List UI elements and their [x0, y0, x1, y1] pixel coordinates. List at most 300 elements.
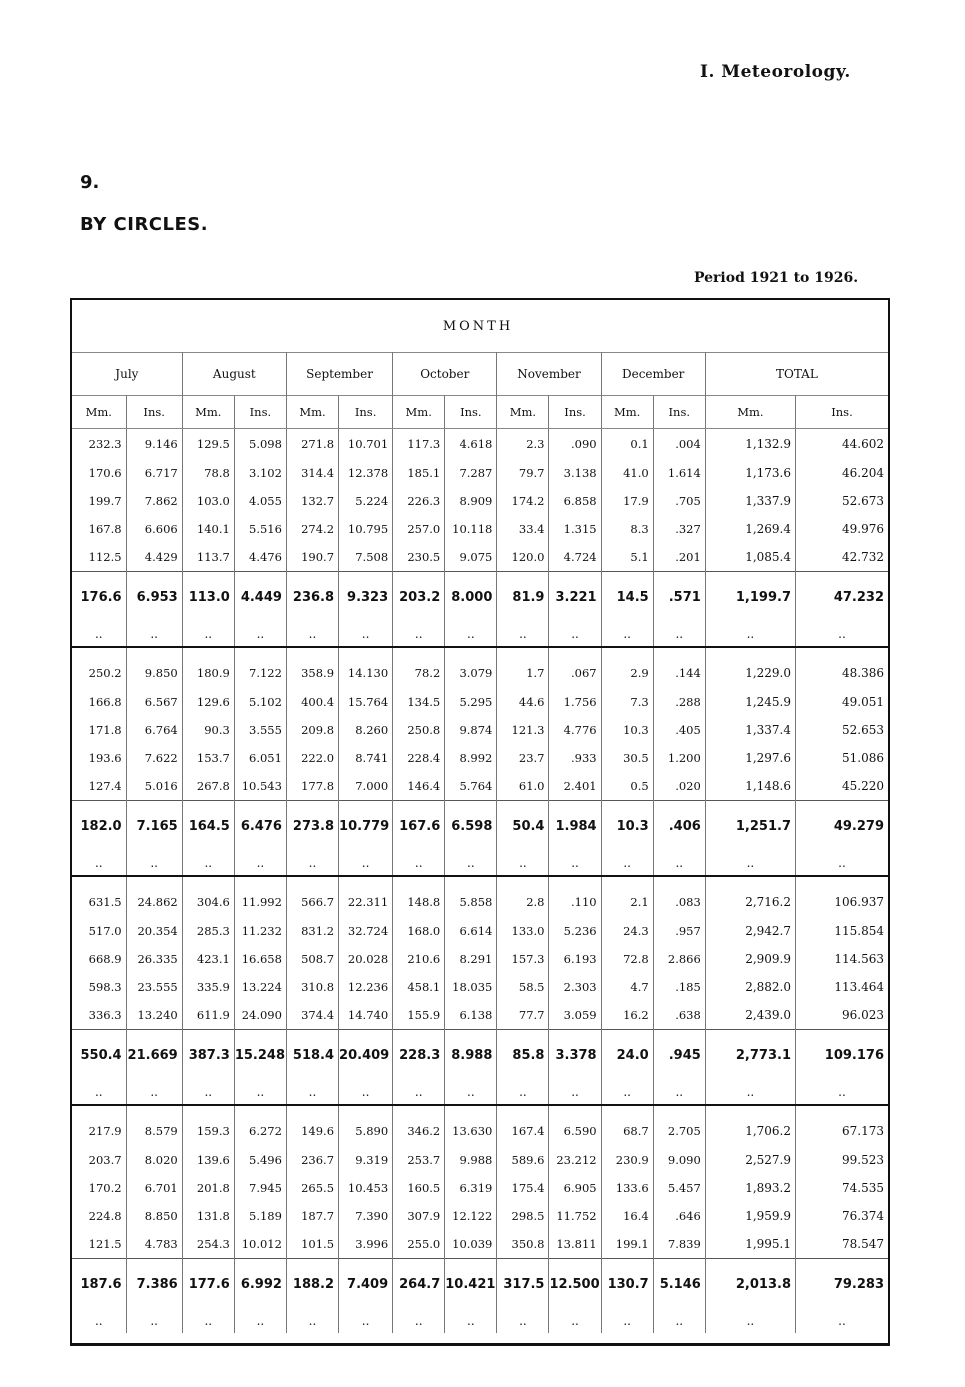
table-cell: 6.614	[445, 917, 497, 945]
table-cell: 7.839	[653, 1230, 705, 1259]
table-cell: 2.303	[549, 973, 601, 1001]
average-cell: 317.5	[497, 1259, 549, 1310]
table-cell: 4.776	[549, 716, 601, 744]
average-cell: .406	[653, 801, 705, 852]
table-cell: 177.8	[286, 772, 338, 801]
table-cell: 49.051	[842, 695, 884, 709]
divider-cell	[182, 647, 234, 658]
table-cell: 10.012	[234, 1230, 286, 1259]
unit-header-13: Mm.	[705, 396, 795, 429]
table-cell: 298.5	[497, 1202, 549, 1230]
divider-cell	[182, 1105, 234, 1116]
table-cell: 2,527.9	[705, 1146, 795, 1174]
divider-cell	[393, 647, 445, 658]
table-cell: 5.890	[339, 1116, 393, 1146]
table-cell: 230.5	[393, 543, 445, 572]
blank-mark-cell: ..	[182, 1309, 234, 1333]
blank-mark-cell: ..	[182, 851, 234, 876]
table-cell: 16.4	[601, 1202, 653, 1230]
average-cell: 1,251.7	[705, 801, 795, 852]
table-cell: 174.2	[497, 487, 549, 515]
table-cell: 589.6	[497, 1146, 549, 1174]
blank-mark-cell: ..	[601, 622, 653, 647]
average-cell: 81.9	[497, 572, 549, 623]
table-cell: 170.2	[72, 1174, 126, 1202]
unit-header-5: Mm.	[286, 396, 338, 429]
table-cell: 5.496	[234, 1146, 286, 1174]
table-cell: 14.130	[339, 658, 393, 688]
table-cell: 1,229.0	[705, 658, 795, 688]
table-cell: 230.9	[601, 1146, 653, 1174]
table-cell: 149.6	[286, 1116, 338, 1146]
table-cell: 96.023	[842, 1008, 884, 1022]
period-label: Period 1921 to 1926.	[694, 270, 859, 286]
table-cell: 5.1	[601, 543, 653, 572]
table-cell: 117.3	[393, 429, 445, 460]
divider-cell	[796, 1105, 889, 1116]
table-row	[72, 917, 888, 945]
average-cell: 79.283	[796, 1259, 889, 1310]
table-cell: 1,085.4	[705, 543, 795, 572]
average-row	[72, 1259, 888, 1310]
table-cell: 121.3	[497, 716, 549, 744]
table-cell: 30.5	[601, 744, 653, 772]
table-cell: 155.9	[393, 1001, 445, 1030]
blank-mark-cell: ..	[445, 851, 497, 876]
average-cell: 264.7	[393, 1259, 445, 1310]
table-cell: 10.039	[445, 1230, 497, 1259]
table-cell: 185.1	[393, 459, 445, 487]
average-cell: 387.3	[182, 1030, 234, 1081]
blank-mark-cell: ..	[286, 1309, 338, 1333]
table-cell: 8.020	[126, 1146, 182, 1174]
table-cell: 1,337.4	[705, 716, 795, 744]
table-cell: 167.8	[72, 515, 126, 543]
table-cell: 5.457	[653, 1174, 705, 1202]
table-cell: 159.3	[182, 1116, 234, 1146]
table-cell: 1,132.9	[705, 429, 795, 460]
blank-mark-cell: ..	[549, 1309, 601, 1333]
divider-cell	[705, 876, 795, 887]
table-cell: 1,173.6	[705, 459, 795, 487]
table-cell: 314.4	[286, 459, 338, 487]
table-cell: 285.3	[182, 917, 234, 945]
divider-cell	[339, 1105, 393, 1116]
table-cell: 346.2	[393, 1116, 445, 1146]
blank-mark-cell: ..	[393, 1080, 445, 1105]
blank-mark-cell: ..	[286, 851, 338, 876]
month-header-row	[72, 353, 888, 396]
table-cell: 5.098	[234, 429, 286, 460]
table-cell: 9.146	[126, 429, 182, 460]
table-subtitle: BY CIRCLES.	[80, 214, 209, 235]
divider-cell	[286, 876, 338, 887]
average-cell: 518.4	[286, 1030, 338, 1081]
table-row	[72, 688, 888, 716]
average-row	[72, 801, 888, 852]
table-cell: 61.0	[497, 772, 549, 801]
table-cell: .185	[653, 973, 705, 1001]
table-cell: 76.374	[842, 1209, 884, 1223]
blank-mark-cell: ..	[497, 1309, 549, 1333]
blank-mark-cell: ..	[72, 622, 126, 647]
table-cell: 232.3	[72, 429, 126, 460]
table-row	[72, 658, 888, 688]
table-cell: 132.7	[286, 487, 338, 515]
average-cell: 10.779	[339, 801, 393, 852]
table-cell: 78.2	[393, 658, 445, 688]
blank-mark-cell: ..	[234, 1309, 286, 1333]
divider-cell	[445, 1105, 497, 1116]
table-cell: 6.905	[549, 1174, 601, 1202]
table-cell: 2,882.0	[705, 973, 795, 1001]
divider-cell	[234, 1105, 286, 1116]
table-cell: 51.086	[842, 751, 884, 765]
blank-mark-cell: ..	[838, 856, 846, 870]
table-cell: .327	[653, 515, 705, 543]
average-row	[72, 572, 888, 623]
average-cell: 14.5	[601, 572, 653, 623]
table-cell: 9.850	[126, 658, 182, 688]
blank-mark-cell: ..	[497, 1080, 549, 1105]
table-cell: 1.756	[549, 688, 601, 716]
table-cell: 4.618	[445, 429, 497, 460]
divider-cell	[705, 1105, 795, 1116]
table-cell: .020	[653, 772, 705, 801]
blank-mark-cell: ..	[445, 1309, 497, 1333]
table-cell: 180.9	[182, 658, 234, 688]
table-cell: 134.5	[393, 688, 445, 716]
table-row	[72, 1116, 888, 1146]
blank-mark-cell: ..	[126, 851, 182, 876]
group-divider	[72, 1105, 888, 1116]
table-cell: .067	[549, 658, 601, 688]
table-cell: 101.5	[286, 1230, 338, 1259]
table-cell: 18.035	[445, 973, 497, 1001]
average-cell: 236.8	[286, 572, 338, 623]
divider-cell	[601, 1105, 653, 1116]
table-cell: 6.319	[445, 1174, 497, 1202]
table-cell: 598.3	[72, 973, 126, 1001]
table-cell: 224.8	[72, 1202, 126, 1230]
table-cell: 67.173	[842, 1124, 884, 1138]
average-cell: 203.2	[393, 572, 445, 623]
table-row	[72, 1146, 888, 1174]
blank-mark-cell: ..	[286, 622, 338, 647]
divider-cell	[653, 876, 705, 887]
table-cell: 5.189	[234, 1202, 286, 1230]
blank-mark-cell: ..	[126, 1080, 182, 1105]
table-cell: 374.4	[286, 1001, 338, 1030]
blank-mark-cell: ..	[286, 1080, 338, 1105]
blank-mark-cell: ..	[126, 1309, 182, 1333]
table-cell: 187.7	[286, 1202, 338, 1230]
table-cell: 6.858	[549, 487, 601, 515]
table-cell: 58.5	[497, 973, 549, 1001]
blank-mark-cell: ..	[234, 1080, 286, 1105]
average-cell: 20.409	[339, 1030, 393, 1081]
average-cell: 2,773.1	[705, 1030, 795, 1081]
table-cell: 517.0	[72, 917, 126, 945]
table-cell: 831.2	[286, 917, 338, 945]
average-cell: 6.598	[445, 801, 497, 852]
table-cell: 10.118	[445, 515, 497, 543]
table-cell: 210.6	[393, 945, 445, 973]
unit-header-11: Mm.	[601, 396, 653, 429]
divider-cell	[234, 647, 286, 658]
average-cell: .571	[653, 572, 705, 623]
table-cell: 160.5	[393, 1174, 445, 1202]
table-cell: 4.7	[601, 973, 653, 1001]
divider-cell	[339, 876, 393, 887]
table-row	[72, 459, 888, 487]
table-row	[72, 1202, 888, 1230]
unit-header-7: Mm.	[393, 396, 445, 429]
unit-header-14: Ins.	[796, 396, 889, 429]
blank-mark-cell: ..	[601, 1309, 653, 1333]
table-cell: 4.783	[126, 1230, 182, 1259]
table-row	[72, 973, 888, 1001]
page-number: 9.	[80, 172, 100, 193]
blank-mark-cell: ..	[549, 622, 601, 647]
table-cell: 458.1	[393, 973, 445, 1001]
table-cell: 2,909.9	[705, 945, 795, 973]
table-cell: 42.732	[842, 550, 884, 564]
blank-mark-cell: ..	[838, 1085, 846, 1099]
unit-header-4: Ins.	[234, 396, 286, 429]
table-cell: 5.858	[445, 887, 497, 917]
table-cell: .646	[653, 1202, 705, 1230]
table-row	[72, 772, 888, 801]
divider-cell	[445, 876, 497, 887]
table-cell: 48.386	[842, 666, 884, 680]
table-cell: 1,245.9	[705, 688, 795, 716]
average-cell: 12.500	[549, 1259, 601, 1310]
table-cell: 201.8	[182, 1174, 234, 1202]
table-cell: 257.0	[393, 515, 445, 543]
table-cell: 16.658	[234, 945, 286, 973]
table-cell: .405	[653, 716, 705, 744]
blank-marks-row	[72, 1309, 888, 1333]
table-cell: 5.236	[549, 917, 601, 945]
unit-header-1: Mm.	[72, 396, 126, 429]
average-cell: 6.953	[126, 572, 182, 623]
divider-cell	[497, 647, 549, 658]
divider-cell	[497, 876, 549, 887]
average-cell: 109.176	[796, 1030, 889, 1081]
divider-cell	[339, 647, 393, 658]
divider-cell	[126, 647, 182, 658]
table-cell: 7.3	[601, 688, 653, 716]
blank-mark-cell: ..	[549, 851, 601, 876]
table-cell: .090	[549, 429, 601, 460]
table-cell: 78.547	[842, 1237, 884, 1251]
table-cell: 5.516	[234, 515, 286, 543]
table-cell: 7.862	[126, 487, 182, 515]
average-cell: 49.279	[796, 801, 889, 852]
table-cell: 203.7	[72, 1146, 126, 1174]
table-row	[72, 429, 888, 460]
divider-cell	[445, 647, 497, 658]
table-cell: 8.260	[339, 716, 393, 744]
blank-mark-cell: ..	[72, 851, 126, 876]
table-cell: 5.295	[445, 688, 497, 716]
table-cell: 167.4	[497, 1116, 549, 1146]
table-cell: 1.315	[549, 515, 601, 543]
table-cell: 114.563	[834, 952, 884, 966]
table-cell: 44.602	[842, 437, 884, 451]
table-cell: 350.8	[497, 1230, 549, 1259]
divider-cell	[72, 1105, 126, 1116]
table-cell: 113.464	[834, 980, 884, 994]
table-cell: 3.059	[549, 1001, 601, 1030]
blank-mark-cell: ..	[497, 851, 549, 876]
table-cell: 10.701	[339, 429, 393, 460]
average-cell: 177.6	[182, 1259, 234, 1310]
section-header: I. Meteorology.	[700, 62, 851, 82]
divider-cell	[286, 1105, 338, 1116]
table-cell: 175.4	[497, 1174, 549, 1202]
table-row	[72, 1230, 888, 1259]
table-cell: 335.9	[182, 973, 234, 1001]
average-cell: 550.4	[72, 1030, 126, 1081]
table-cell: 146.4	[393, 772, 445, 801]
rainfall-table-frame	[70, 298, 890, 1346]
table-cell: 6.567	[126, 688, 182, 716]
table-cell: 5.102	[234, 688, 286, 716]
table-cell: 8.3	[601, 515, 653, 543]
table-bottom-rule	[70, 1343, 890, 1346]
month-header-7: TOTAL	[705, 353, 888, 396]
table-cell: 253.7	[393, 1146, 445, 1174]
table-row	[72, 744, 888, 772]
table-cell: .638	[653, 1001, 705, 1030]
blank-mark-cell: ..	[339, 1080, 393, 1105]
table-cell: 4.055	[234, 487, 286, 515]
average-cell: 7.386	[126, 1259, 182, 1310]
average-cell: 3.221	[549, 572, 601, 623]
table-cell: 10.3	[601, 716, 653, 744]
table-cell: 3.996	[339, 1230, 393, 1259]
table-cell: 6.051	[234, 744, 286, 772]
table-cell: 171.8	[72, 716, 126, 744]
divider-cell	[796, 647, 889, 658]
table-cell: 5.764	[445, 772, 497, 801]
table-cell: 23.7	[497, 744, 549, 772]
table-cell: 209.8	[286, 716, 338, 744]
table-cell: 1,269.4	[705, 515, 795, 543]
blank-mark-cell: ..	[601, 851, 653, 876]
table-cell: 9.090	[653, 1146, 705, 1174]
divider-cell	[393, 876, 445, 887]
table-cell: 190.7	[286, 543, 338, 572]
table-cell: 129.6	[182, 688, 234, 716]
blank-mark-cell: ..	[182, 622, 234, 647]
table-row	[72, 543, 888, 572]
average-cell: 1.984	[549, 801, 601, 852]
table-cell: 127.4	[72, 772, 126, 801]
table-cell: 13.811	[549, 1230, 601, 1259]
table-row	[72, 487, 888, 515]
table-row	[72, 1174, 888, 1202]
average-cell: 85.8	[497, 1030, 549, 1081]
table-cell: 5.224	[339, 487, 393, 515]
table-cell: 24.3	[601, 917, 653, 945]
table-cell: 131.8	[182, 1202, 234, 1230]
table-cell: 8.741	[339, 744, 393, 772]
table-cell: 74.535	[842, 1181, 884, 1195]
table-row	[72, 716, 888, 744]
table-cell: 400.4	[286, 688, 338, 716]
table-cell: 2.3	[497, 429, 549, 460]
table-cell: 2.866	[653, 945, 705, 973]
table-cell: 12.378	[339, 459, 393, 487]
table-cell: 9.988	[445, 1146, 497, 1174]
table-cell: 140.1	[182, 515, 234, 543]
table-cell: 11.992	[234, 887, 286, 917]
table-cell: 8.291	[445, 945, 497, 973]
blank-mark-cell: ..	[393, 851, 445, 876]
table-cell: 11.232	[234, 917, 286, 945]
average-cell: 182.0	[72, 801, 126, 852]
table-cell: 1.614	[653, 459, 705, 487]
table-cell: 8.579	[126, 1116, 182, 1146]
average-cell: 130.7	[601, 1259, 653, 1310]
table-cell: 2.401	[549, 772, 601, 801]
divider-cell	[72, 876, 126, 887]
table-cell: 68.7	[601, 1116, 653, 1146]
table-cell: 112.5	[72, 543, 126, 572]
month-header-2: August	[182, 353, 286, 396]
table-cell: 20.028	[339, 945, 393, 973]
average-cell: 1,199.7	[705, 572, 795, 623]
table-cell: .144	[653, 658, 705, 688]
unit-header-12: Ins.	[653, 396, 705, 429]
average-cell: 21.669	[126, 1030, 182, 1081]
table-cell: 1,995.1	[705, 1230, 795, 1259]
table-cell: 12.122	[445, 1202, 497, 1230]
table-cell: 228.4	[393, 744, 445, 772]
blank-marks-row	[72, 1080, 888, 1105]
table-cell: 236.7	[286, 1146, 338, 1174]
table-cell: 120.0	[497, 543, 549, 572]
group-divider	[72, 647, 888, 658]
blank-mark-cell: ..	[653, 1080, 705, 1105]
table-cell: .110	[549, 887, 601, 917]
unit-header-9: Mm.	[497, 396, 549, 429]
divider-cell	[286, 647, 338, 658]
table-cell: 10.795	[339, 515, 393, 543]
blank-mark-cell: ..	[339, 1309, 393, 1333]
table-cell: 3.102	[234, 459, 286, 487]
average-cell: 4.449	[234, 572, 286, 623]
table-cell: .004	[653, 429, 705, 460]
table-cell: 310.8	[286, 973, 338, 1001]
average-cell: 5.146	[653, 1259, 705, 1310]
table-cell: 4.724	[549, 543, 601, 572]
table-cell: 199.7	[72, 487, 126, 515]
table-cell: 79.7	[497, 459, 549, 487]
average-cell: 164.5	[182, 801, 234, 852]
blank-mark-cell: ..	[549, 1080, 601, 1105]
table-cell: 508.7	[286, 945, 338, 973]
blank-mark-cell: ..	[705, 1080, 795, 1105]
table-cell: 72.8	[601, 945, 653, 973]
table-cell: 6.138	[445, 1001, 497, 1030]
average-cell: 188.2	[286, 1259, 338, 1310]
table-cell: 423.1	[182, 945, 234, 973]
blank-mark-cell: ..	[234, 622, 286, 647]
